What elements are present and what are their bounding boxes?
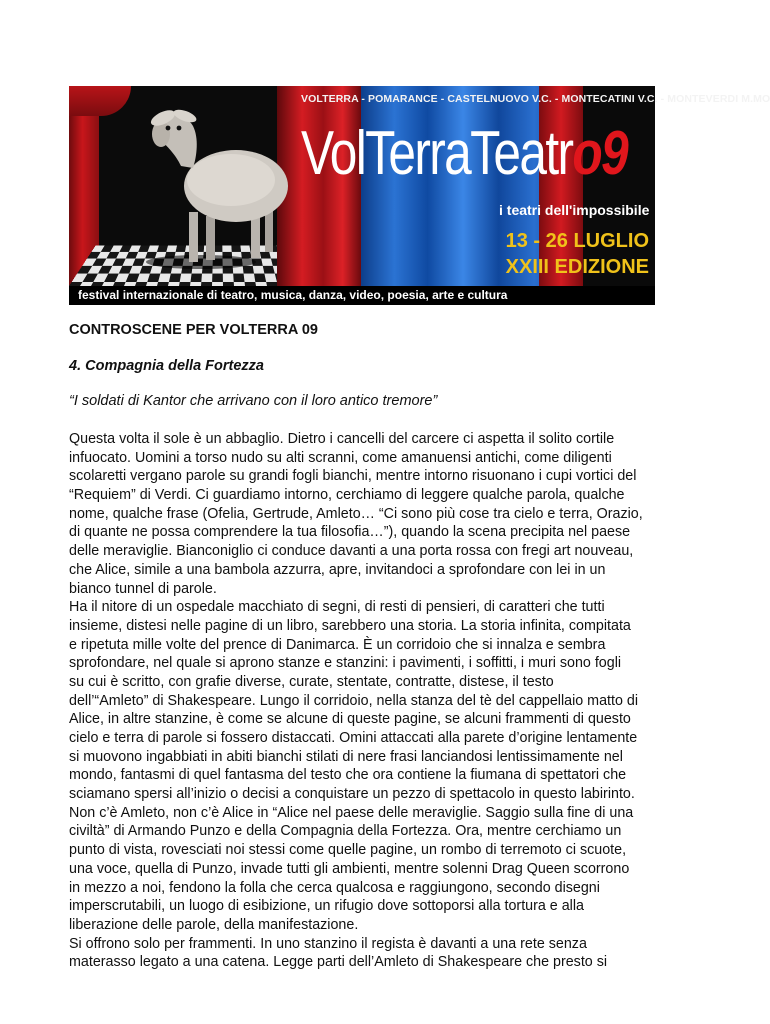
body-line: mondo, fantasmi di quel fantasma del testo che ora contiene la fiumana di spettatori che — [69, 767, 627, 784]
banner-tagline: i teatri dell'impossibile — [499, 202, 650, 218]
body-line: Alice, in altre stanzine, è come se alcune di queste pagine, se alcuni frammenti di questo — [69, 711, 631, 728]
body-line: insieme, distesi nelle pagine di un libro, sarebbero una storia. La storia infinita, compitata — [69, 617, 631, 634]
body-line: Ha il nitore di un ospedale macchiato di segni, di resti di pensieri, di caratteri che tutti — [69, 599, 605, 616]
article-subheading: 4. Compagnia della Fortezza — [69, 358, 264, 374]
body-line: Non c’è Amleto, non c’è Alice in “Alice nel paese delle meraviglie. Saggio sulla fine di una — [69, 804, 634, 821]
banner-dates: 13 - 26 LUGLIO — [505, 230, 649, 252]
banner-edition: XXIII EDIZIONE — [505, 256, 649, 278]
festival-logo — [301, 114, 628, 194]
body-line: civiltà” di Armando Punzo e della Compagnia della Fortezza. Ora, mentre cerchiamo un — [69, 823, 622, 840]
article-body — [69, 430, 659, 972]
body-line: su cui è scritto, con grafie diverse, curate, stentate, contratte, distese, il testo — [69, 673, 554, 690]
body-line: bianco tunnel di parole. — [69, 580, 217, 597]
body-line: dell’“Amleto” di Shakespeare. Lungo il corridoio, nella stanza del tè del cappellaio matto di — [69, 692, 639, 709]
body-line: cielo e terra di parole si fossero distaccati. Omini attaccati alla parete d’origine lentamente — [69, 730, 638, 746]
article-heading: CONTROSCENE PER VOLTERRA 09 — [69, 322, 318, 338]
body-line: in mezzo a noi, fendono la folla che cerca qualcosa e raggiungono, secondo disegni — [69, 879, 600, 896]
body-line: Questa volta il sole è un abbaglio. Dietro i cancelli del carcere ci aspetta il solito cortile — [69, 431, 615, 447]
logo-number: o9 — [572, 119, 628, 188]
body-line: infuocato. Uomini a torso nudo su alti scranni, come amanuensi antichi, come diligenti — [69, 449, 612, 466]
body-line: che Alice, simile a una bambola azzurra, apre, invitandoci a sprofondare con lei in un — [69, 561, 606, 578]
body-line: nome, qualche frase (Ofelia, Gertrude, Amleto… “Ci sono più cose tra cielo e terra, Orazio, — [69, 505, 643, 522]
article-quote: “I soldati di Kantor che arrivano con il loro antico tremore” — [69, 393, 438, 409]
festival-banner — [69, 86, 770, 305]
sheep-icon — [141, 104, 291, 274]
body-line: liberazione delle parole, della manifestazione. — [69, 916, 359, 933]
body-line: delle meraviglie. Bianconiglio ci conduce davanti a una porta rossa con fregi art nouveau, — [69, 543, 634, 560]
logo-text: VolTerraTeatr — [301, 119, 573, 188]
body-line: “Requiem” di Verdi. Ci guardiamo intorno, cerchiamo di leggere qualche parola, qualche — [69, 487, 625, 504]
body-line: imperscrutabili, un luogo di esibizione, un rifugio dove sottoporsi alla tortura e alla — [69, 898, 584, 915]
banner-towns: VOLTERRA - POMARANCE - CASTELNUOVO V.C. - MONTECATINI V.C. - MONTEVERDI M.MO — [301, 93, 770, 105]
body-line: si muovono ingabbiati in abiti bianchi stilati di nere frasi lanciandosi lentissimamente nel — [69, 748, 623, 765]
red-curtain-drape — [69, 86, 131, 116]
body-line: sprofondare, nel quale si aprono stanze e stanzini: i pavimenti, i soffitti, i muri sono fogli — [69, 655, 622, 672]
body-line: sciamano spersi all’inizio o decisi a conquistare un pezzo di spettacolo in questo labirinto. — [69, 786, 635, 803]
body-line: Si offrono solo per frammenti. In uno stanzino il regista è davanti a una rete senza — [69, 935, 587, 952]
body-line: e ripetuta mille volte del prence di Danimarca. È un corridoio che si innalza e sembra — [69, 636, 606, 653]
body-line: di quante ne possa comprendere la tua filosofia…”), quando la scena precipita nel paese — [69, 524, 631, 541]
body-line: una voce, quella di Punzo, invade tutti gli ambienti, mentre solenni Drag Queen scorrono — [69, 860, 630, 877]
body-line: materasso legato a una catena. Legge parti dell’Amleto di Shakespeare che presto si — [69, 954, 608, 971]
body-line: punto di vista, rovesciati noi stessi come quelle pagine, un rombo di terremoto ci scuote, — [69, 842, 627, 859]
body-line: scolaretti vergano parole su grandi fogli bianchi, mentre intorno risuonano i cupi vortici del — [69, 468, 637, 485]
banner-strip: festival internazionale di teatro, musica, danza, video, poesia, arte e cultura — [69, 286, 655, 305]
